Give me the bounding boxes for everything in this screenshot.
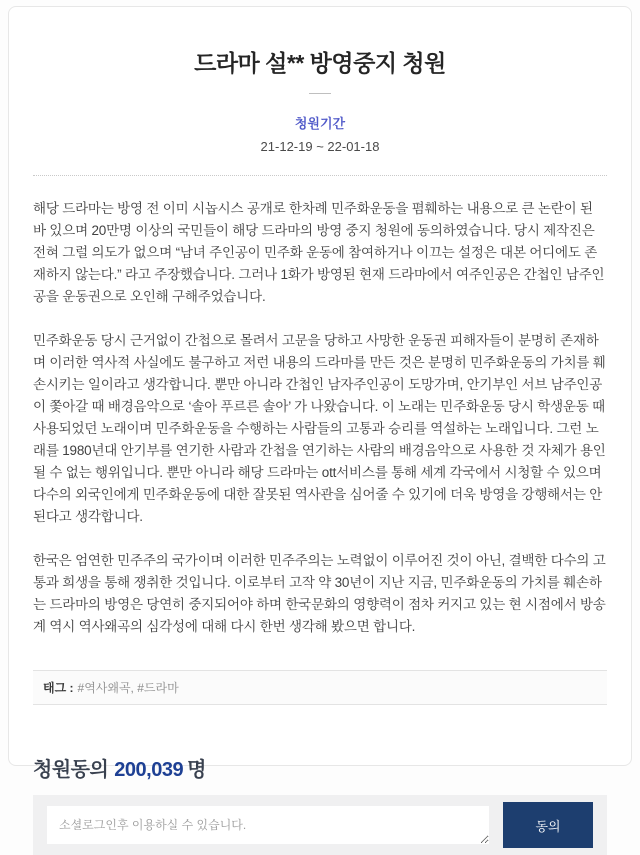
agreement-form (33, 795, 607, 855)
page-title: 드라마 설** 방영중지 청원 (194, 50, 446, 76)
tag-value: #역사왜곡, #드라마 (77, 681, 179, 695)
agreement-title (33, 753, 607, 782)
comment-textarea[interactable] (47, 806, 489, 844)
petition-card (8, 6, 632, 834)
petition-period-label: 청원기간 (294, 116, 346, 131)
title-divider (309, 93, 331, 94)
agreement-title-prefix: 청원동의 (33, 759, 109, 781)
tag-label: 태그 : (43, 681, 74, 695)
petition-paragraph-3: 한국은 엄연한 민주주의 국가이며 이러한 민주주의는 노력없이 이루어진 것이 아닌, 결백한 다수의 고통과 희생을 통해 쟁취한 것입니다. 이로부터 고작 약 30년이 지난 지금, 민주화운동의 가치를 훼손하는 드라마의 방영은 당연히 중지되어야 하며 한국문화의 영향력이 점차 커지고 있는 현 시점에서 방송계 역시 역사왜곡의 심각성에 대해 다시 한번 생각해 봤으면 합니다. (33, 553, 606, 634)
agreement-unit: 명 (187, 759, 206, 781)
petition-period-value: 21-12-19 ~ 22-01-18 (260, 139, 380, 154)
petition-body (33, 198, 607, 638)
content-divider (33, 175, 607, 176)
agreement-count: 200,039 (114, 759, 184, 781)
tag-bar (33, 670, 607, 705)
petition-paragraph-2: 민주화운동 당시 근거없이 간첩으로 몰려서 고문을 당하고 사망한 운동권 피해자들이 분명히 존재하며 이러한 역사적 사실에도 불구하고 저런 내용의 드라마를 만든 것은 분명히 민주화운동의 가치를 훼손시키는 일이라고 생각합니다. 뿐만 아니라 간첩인 남자주인공이 도망가며, 안기부인 서브 남주인공이 쫓아갈 때 배경음악으로 ‘솔아 푸르른 솔아’ 가 나왔습니다. 이 노래는 민주화운동 당시 학생운동 때 사용되었던 노래이며 민주화운동을 수행하는 사람들의 고통과 승리를 역설하는 노래입니다. 그런 노래를 1980년대 안기부를 연기한 사람과 간첩을 연기하는 사람의 배경음악으로 사용한 것 자체가 용인될 수 없는 행위입니다. 뿐만 아니라 해당 드라마는 ott서비스를 통해 세계 각국에서 시청할 수 있으며 다수의 외국인에게 민주화운동에 대한 잘못된 역사관을 심어줄 수 있기에 더욱 방영을 강행해서는 안 된다고 생각합니다. (33, 333, 606, 524)
agree-button[interactable]: 동의 (503, 802, 593, 848)
petition-paragraph-1: 해당 드라마는 방영 전 이미 시놉시스 공개로 한차례 민주화운동을 폄훼하는 내용으로 큰 논란이 된 바 있으며 20만명 이상의 국민들이 해당 드라마의 방영 중지 청원에 동의하였습니다. 당시 제작진은 전혀 그럴 의도가 없으며 “남녀 주인공이 민주화 운동에 참여하거나 이끄는 설정은 대본 어디에도 존재하지 않는다.” 라고 주장했습니다. 그러나 1화가 방영된 현재 드라마에서 여주인공은 간첩인 남주인공을 운동권으로 오인해 구해주었습니다. (33, 201, 605, 304)
